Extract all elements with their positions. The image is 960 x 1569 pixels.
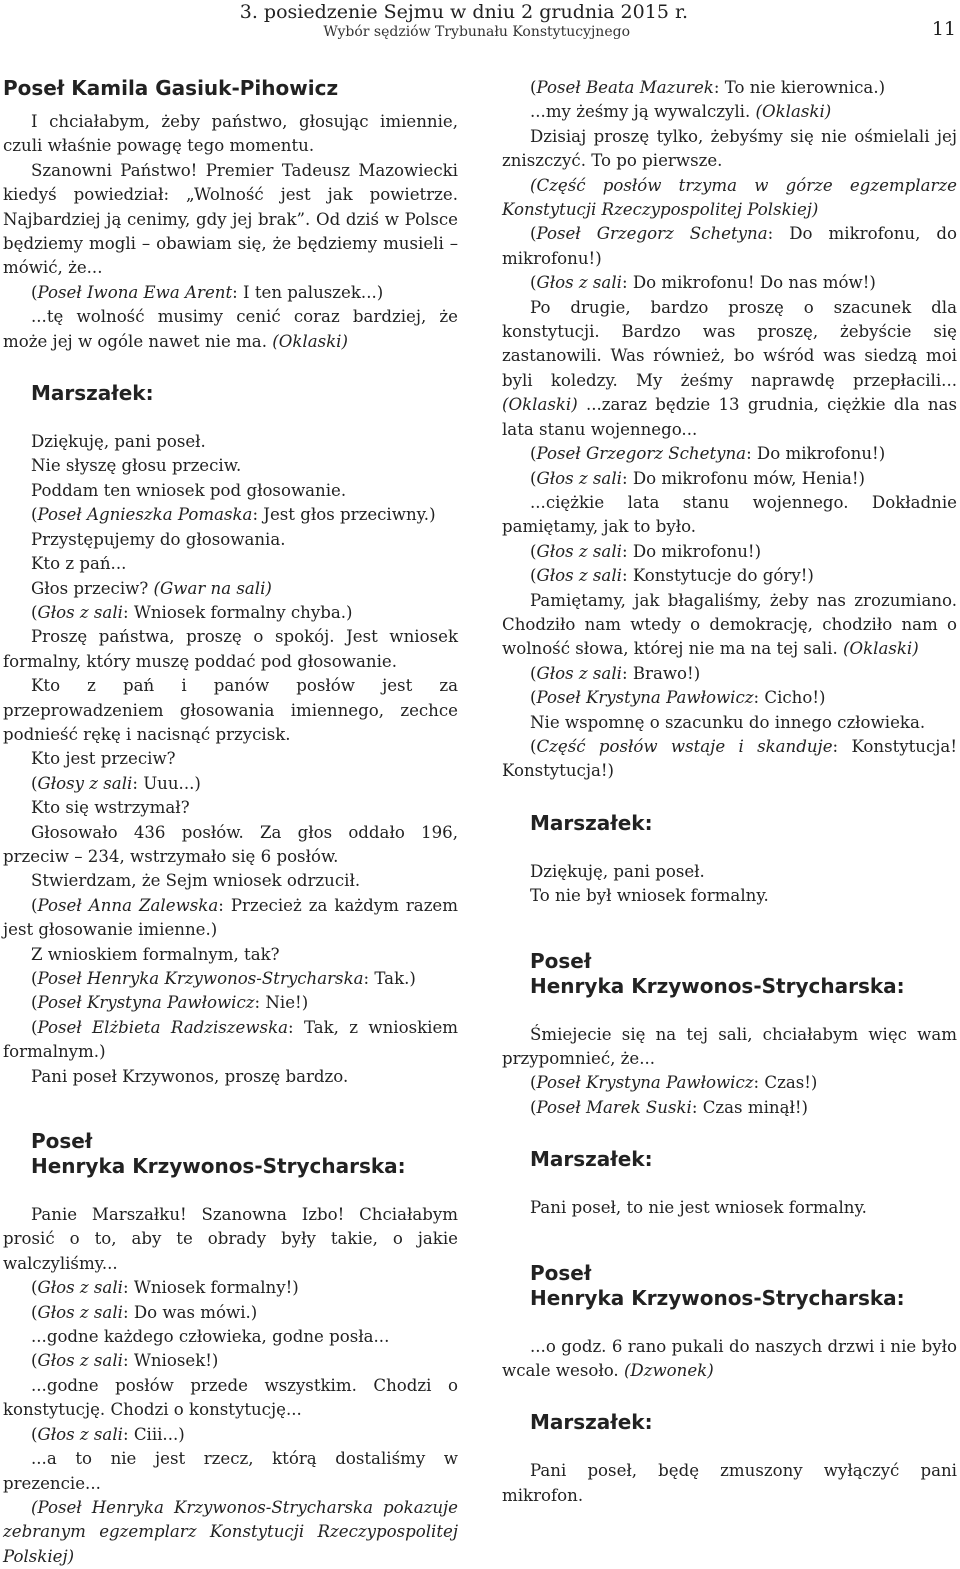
interjection: (Głosy z sali: Uuu...) [31, 773, 201, 793]
interjection: (Głos z sali: Wniosek formalny chyba.) [31, 602, 353, 622]
interjection: (Poseł Grzegorz Schetyna: Do mikrofonu, do mikrofonu!) [502, 224, 958, 268]
paragraph: ...ciężkie lata stanu wojennego. Dokładnie pamiętamy, jak to było. [502, 492, 957, 537]
interjection: (Głos z sali: Do mikrofonu!) [530, 541, 762, 561]
interjection: (Głos z sali: Do mikrofonu! Do nas mów!) [530, 273, 876, 293]
stage-note: (Oklaski) [502, 395, 578, 415]
interjection: (Poseł Iwona Ewa Arent: I ten paluszek...) [31, 282, 384, 302]
interjection-speaker: Poseł Anna Zalewska [37, 895, 219, 915]
interjection-speaker: Poseł Grzegorz Schetyna [536, 224, 768, 244]
interjection-speaker: Poseł Henryka Krzywonos-Strycharska [37, 969, 364, 988]
interjection: (Poseł Marek Suski: Czas minął!) [530, 1097, 808, 1117]
interjection: (Poseł Krystyna Pawłowicz: Nie!) [31, 993, 309, 1013]
stage-note: (Dzwonek) [623, 1361, 714, 1381]
interjection-speaker: Poseł Krystyna Pawłowicz [37, 993, 255, 1013]
header-title: 3. posiedzenie Sejmu w dniu 2 grudnia 2015 r. [239, 1, 688, 23]
paragraph: Kto z pań i panów posłów jest za przeprowadzeniem głosowania imiennego, zechce podnieść rękę i nacisnąć przycisk. [3, 676, 458, 744]
stage-note: (Gwar na sali) [153, 578, 272, 598]
paragraph: Proszę państwa, proszę o spokój. Jest wniosek formalny, który muszę poddać pod głosowanie. [3, 627, 458, 671]
interjection: (Poseł Grzegorz Schetyna: Do mikrofonu!) [530, 444, 886, 464]
speaker-heading: Poseł Kamila Gasiuk-Pihowicz [3, 76, 339, 100]
speaker-heading: Marszałek: [31, 381, 154, 406]
paragraph: ...godne posłów przede wszystkim. Chodzi o konstytucję. Chodzi o konstytucję... [3, 1375, 458, 1420]
stage-note: (Poseł Henryka Krzywonos-Strycharska pokazuje zebranym egzemplarz Konstytucji Rzeczypospolitej Polskiej) [3, 1497, 458, 1566]
interjection-speaker: Głos z sali [536, 468, 622, 488]
paragraph: Szanowni Państwo! Premier Tadeusz Mazowiecki kiedyś powiedział: „Wolność jest jak powietrze. Najbardziej ją cenimy, gdy jej brak”. Od dziś w Polsce będziemy mogli – obawiam się, że będziemy musieli – mówić, że... [3, 160, 458, 278]
interjection: (Poseł Beata Mazurek: To nie kierownica.) [530, 78, 886, 97]
interjection-speaker: Głos z sali [536, 566, 622, 586]
interjection-speaker: Poseł Krystyna Pawłowicz [536, 688, 754, 708]
interjection-speaker: Poseł Agnieszka Pomaska [37, 505, 253, 525]
interjection: (Poseł Anna Zalewska: Przecież za każdym razem jest głosowanie imienne.) [3, 895, 458, 940]
interjection-speaker: Głos z sali [37, 1278, 123, 1298]
paragraph: I chciałabym, żeby państwo, głosując imiennie, czuli właśnie powagę tego momentu. [3, 112, 458, 156]
stage-note: (Oklaski) [755, 102, 832, 122]
speaker-heading: Marszałek: [530, 1410, 653, 1435]
interjection-speaker: Głos z sali [536, 541, 622, 561]
paragraph: ...my żeśmy ją wywalczyli. (Oklaski) [530, 102, 832, 122]
speaker-heading: Poseł Henryka Krzywonos-Strycharska: [530, 948, 905, 998]
paragraph: Pani poseł, to nie jest wniosek formalny. [530, 1198, 867, 1218]
right-column [502, 76, 957, 1508]
paragraph: Pamiętamy, jak błagaliśmy, żeby nas zrozumiano. Chodziło nam wtedy o demokrację, chodziło nam o wolność słowa, której nie ma na tej sali. (Oklaski) [502, 590, 957, 659]
interjection: (Głos z sali: Ciii...) [31, 1424, 185, 1444]
interjection: (Poseł Krystyna Pawłowicz: Cicho!) [530, 688, 826, 708]
interjection: (Głos z sali: Do was mówi.) [31, 1302, 258, 1322]
interjection: (Część posłów wstaje i skanduje: Konstytucja! Konstytucja!) [502, 736, 957, 781]
paragraph: Pani poseł Krzywonos, proszę bardzo. [31, 1066, 349, 1086]
speaker-heading: Poseł Henryka Krzywonos-Strycharska: [31, 1129, 406, 1179]
interjection: (Poseł Elżbieta Radziszewska: Tak, z wnioskiem formalnym.) [3, 1017, 458, 1062]
paragraph: Nie słyszę głosu przeciw. [31, 456, 242, 476]
paragraph: Poddam ten wniosek pod głosowanie. [31, 480, 347, 500]
paragraph: Panie Marszałku! Szanowna Izbo! Chciałabym prosić o to, aby te obrady były takie, o jakie walczyliśmy... [3, 1205, 458, 1273]
paragraph: Dzisiaj proszę tylko, żebyśmy się nie ośmielali jej zniszczyć. To po pierwsze. [502, 126, 957, 171]
interjection-speaker: Głos z sali [536, 663, 622, 683]
interjection-speaker: Część posłów wstaje i skanduje [536, 736, 833, 756]
paragraph: Kto jest przeciw? [31, 749, 176, 769]
stage-note: (Oklaski) [272, 331, 348, 351]
interjection: (Poseł Henryka Krzywonos-Strycharska: Tak.) [31, 969, 416, 988]
stage-note: (Oklaski) [843, 639, 919, 659]
paragraph: Dziękuję, pani poseł. [530, 861, 705, 881]
interjection: (Głos z sali: Konstytucje do góry!) [530, 566, 814, 586]
left-column [3, 76, 458, 1569]
paragraph: Pani poseł, będę zmuszony wyłączyć pani mikrofon. [502, 1461, 957, 1505]
interjection-speaker: Poseł Elżbieta Radziszewska [37, 1017, 289, 1037]
paragraph: Z wnioskiem formalnym, tak? [31, 944, 280, 964]
interjection: (Głos z sali: Wniosek!) [31, 1351, 219, 1371]
interjection: (Poseł Krystyna Pawłowicz: Czas!) [530, 1073, 818, 1093]
interjection: (Głos z sali: Wniosek formalny!) [31, 1278, 299, 1298]
paragraph: To nie był wniosek formalny. [530, 886, 769, 906]
speaker-heading: Marszałek: [530, 810, 653, 835]
interjection-speaker: Poseł Iwona Ewa Arent [37, 282, 233, 302]
stage-note: (Część posłów trzyma w górze egzemplarze Konstytucji Rzeczypospolitej Polskiej) [502, 175, 957, 220]
paragraph: Śmiejecie się na tej sali, chciałabym więc wam przypomnieć, że... [502, 1024, 957, 1068]
paragraph: Kto się wstrzymał? [31, 798, 190, 818]
interjection-speaker: Głos z sali [37, 1302, 123, 1322]
paragraph: ...a to nie jest rzecz, którą dostaliśmy w prezencie... [3, 1449, 458, 1493]
paragraph: ...tę wolność musimy cenić coraz bardziej, że może jej w ogóle nawet nie ma. (Oklaski) [3, 307, 458, 351]
interjection: (Poseł Agnieszka Pomaska: Jest głos przeciwny.) [31, 505, 436, 525]
page-number: 11 [931, 18, 956, 40]
interjection-speaker: Głos z sali [37, 1424, 123, 1444]
interjection-speaker: Poseł Krystyna Pawłowicz [536, 1073, 754, 1093]
paragraph: Głos przeciw? (Gwar na sali) [31, 578, 272, 598]
interjection-speaker: Poseł Marek Suski [536, 1097, 692, 1117]
paragraph: Kto z pań... [31, 554, 127, 574]
header-subtitle: Wybór sędziów Trybunału Konstytucyjnego [323, 24, 630, 40]
interjection-speaker: Głos z sali [37, 602, 123, 622]
speaker-heading: Poseł Henryka Krzywonos-Strycharska: [530, 1260, 905, 1310]
page-header [0, 0, 960, 52]
interjection-speaker: Poseł Grzegorz Schetyna [536, 444, 747, 464]
paragraph: Głosowało 436 posłów. Za głos oddało 196, przeciw – 234, wstrzymało się 6 posłów. [3, 822, 458, 866]
paragraph: ...godne każdego człowieka, godne posła... [31, 1327, 390, 1347]
speaker-heading: Marszałek: [530, 1147, 653, 1172]
interjection-speaker: Głos z sali [37, 1351, 123, 1371]
paragraph: Stwierdzam, że Sejm wniosek odrzucił. [31, 871, 361, 891]
paragraph: Dziękuję, pani poseł. [31, 432, 206, 452]
paragraph: ...o godz. 6 rano pukali do naszych drzwi i nie było wcale wesoło. (Dzwonek) [502, 1336, 957, 1381]
interjection: (Głos z sali: Brawo!) [530, 663, 701, 683]
paragraph: Nie wspomnę o szacunku do innego człowieka. [530, 712, 926, 732]
interjection-speaker: Głosy z sali [37, 773, 133, 793]
interjection-speaker: Głos z sali [536, 273, 622, 293]
paragraph: Przystępujemy do głosowania. [31, 529, 286, 549]
interjection-speaker: Poseł Beata Mazurek [536, 78, 714, 97]
interjection: (Głos z sali: Do mikrofonu mów, Henia!) [530, 468, 866, 488]
paragraph: Po drugie, bardzo proszę o szacunek dla konstytucji. Bardzo was proszę, żebyście się zastanowili. Was również, bo wśród was siedzą moi byli koledzy. My żeśmy naprawdę przepłacili... (Oklaski) ...zaraz będzie 13 grudnia, ciężkie dla nas lata stanu wojennego... [502, 297, 957, 439]
